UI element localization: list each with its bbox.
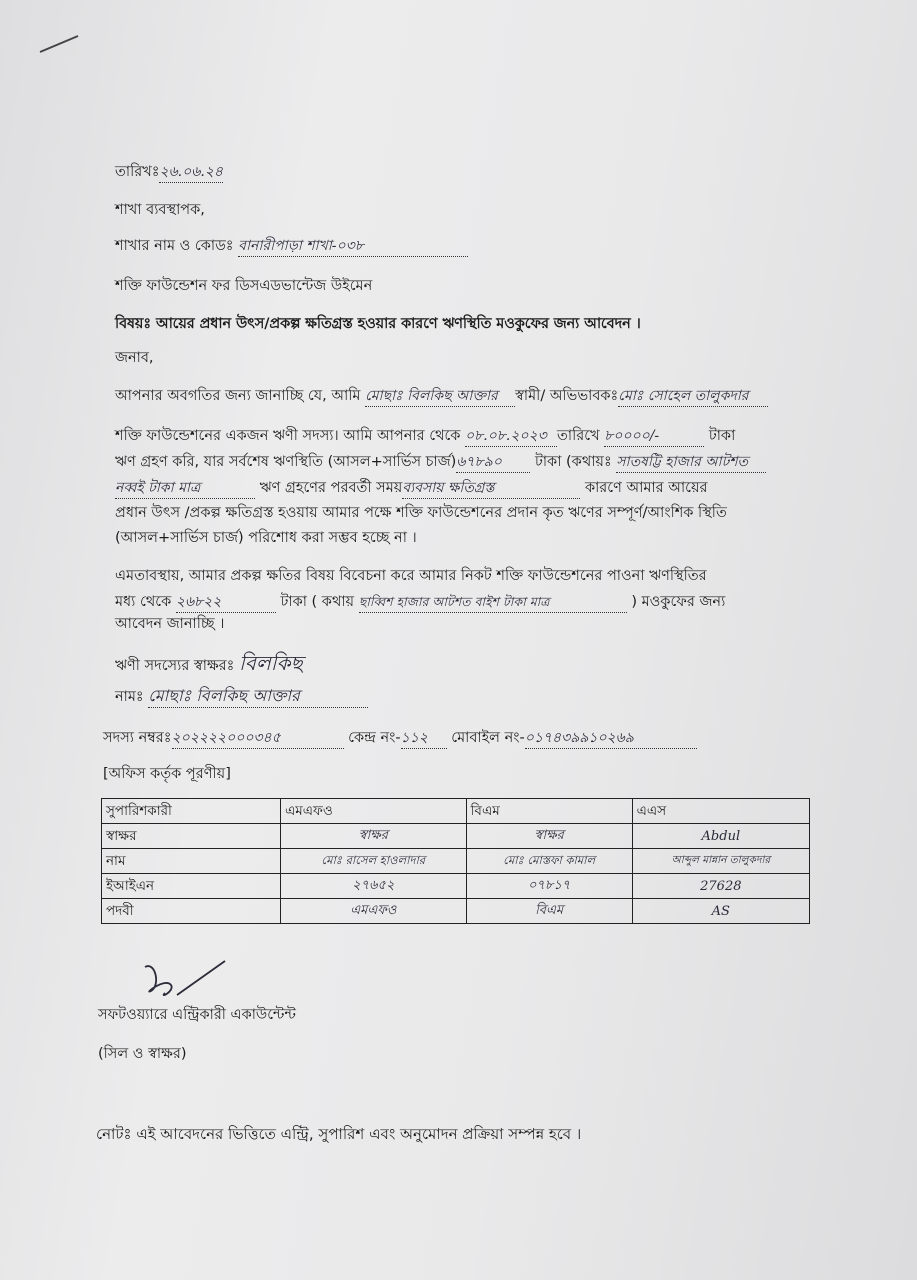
member-no-handwritten: ২০২২২২০০০৩৪৫ xyxy=(171,730,281,746)
accountant-signature-scribble xyxy=(135,955,230,1005)
as-signature-handwritten: Abdul xyxy=(701,828,741,844)
body-text-8c: ) মওকুফের জন্য xyxy=(631,594,726,610)
table-header-cell: এমএফও xyxy=(281,799,467,824)
recommendation-table xyxy=(101,798,810,924)
center-no-label: কেন্দ্র নং- xyxy=(348,730,401,746)
member-name-label: নামঃ xyxy=(115,689,144,705)
body-line-4 xyxy=(115,478,708,499)
accountant-seal-note: (সিল ও স্বাক্ষর) xyxy=(98,1046,187,1062)
bm-designation-handwritten: বিএম xyxy=(535,902,564,918)
body-text-3b: টাকা (কথায়ঃ xyxy=(534,454,612,470)
accountant-title: সফটওয়্যারে এন্ট্রিকারী একাউন্টেন্ট xyxy=(98,1007,296,1023)
waive-amount-handwritten: ২৬৮২২ xyxy=(175,594,222,610)
table-cell xyxy=(466,899,632,924)
body-text-2a: শক্তি ফাউন্ডেশনের একজন ঋণী সদস্য। আমি আপনার থেকে xyxy=(115,428,461,444)
row-label-name: নাম xyxy=(102,849,281,874)
mfo-ein-handwritten: ২৭৬৫২ xyxy=(352,877,395,893)
mobile-no-label: মোবাইল নং- xyxy=(451,730,525,746)
body-text-2b: তারিখে xyxy=(557,428,600,444)
balance-handwritten: ৬৭৮৯০ xyxy=(456,454,502,470)
mfo-name-handwritten: মোঃ রাসেল হাওলাদার xyxy=(321,852,426,867)
organization-name: শক্তি ফাউন্ডেশন ফর ডিসএডভান্টেজ উইমেন xyxy=(115,278,373,294)
body-line-2 xyxy=(115,426,735,447)
row-label-ein: ইআইএন xyxy=(102,874,281,899)
date-value: ২৬.০৬.২৪ xyxy=(159,162,223,183)
branch-line xyxy=(115,236,468,257)
table-cell xyxy=(281,899,467,924)
body-text-3a: ঋণ গ্রহণ করি, যার সর্বশেষ ঋণস্থিতি (আসল+সার্ভিস চার্জ) xyxy=(115,454,457,470)
salutation: জনাব, xyxy=(115,350,154,366)
guardian-name-handwritten: মোঃ সোহেল তালুকদার xyxy=(618,388,749,404)
table-header-cell: এএস xyxy=(632,799,809,824)
table-cell xyxy=(466,849,632,874)
date-label: তারিখঃ xyxy=(115,164,160,180)
waive-words-handwritten: ছাব্বিশ হাজার আটশত বাইশ টাকা মাত্র xyxy=(358,594,550,609)
as-name-handwritten: আব্দুল মান্নান তালুকদার xyxy=(671,853,771,866)
date-line xyxy=(115,162,223,183)
member-info-line xyxy=(103,728,697,749)
member-no-label: সদস্য নম্বরঃ xyxy=(103,730,172,746)
balance-words-handwritten-2: নব্বই টাকা মাত্র xyxy=(115,480,201,496)
bm-name-handwritten: মোঃ মোস্তফা কামাল xyxy=(503,852,596,867)
table-row xyxy=(102,874,810,899)
table-cell xyxy=(632,899,809,924)
member-signature-line xyxy=(115,653,303,676)
table-cell xyxy=(632,874,809,899)
bm-ein-handwritten: ০৭৮১৭ xyxy=(527,877,571,893)
mfo-designation-handwritten: এমএফও xyxy=(350,902,397,918)
row-label-signature: স্বাক্ষর xyxy=(102,824,281,849)
balance-words-handwritten-1: সাতষট্টি হাজার আটশত xyxy=(616,454,749,470)
subject-line: বিষয়ঃ আয়ের প্রধান উৎস/প্রকল্প ক্ষতিগ্রস্ত হওয়ার কারণে ঋণস্থিতি মওকুফের জন্য আবেদন । xyxy=(115,316,641,332)
reason-handwritten: ব্যবসায় ক্ষতিগ্রস্ত xyxy=(402,480,495,496)
member-signature-handwritten: বিলকিছ xyxy=(239,651,303,675)
body-line-7: এমতাবস্থায়, আমার প্রকল্প ক্ষতির বিষয় বিবেচনা করে আমার নিকট শক্তি ফাউন্ডেশনের পাওনা ঋণস্থিতির xyxy=(115,568,707,584)
pen-stroke-mark xyxy=(38,32,82,56)
table-row xyxy=(102,899,810,924)
member-name-line xyxy=(115,686,368,708)
body-text-2c: টাকা xyxy=(708,428,736,444)
body-text-8a: মধ্য থেকে xyxy=(115,594,172,610)
mobile-no-handwritten: ০১৭৪৩৯৯১০২৬৯ xyxy=(524,730,634,746)
table-cell xyxy=(632,824,809,849)
member-signature-label: ঋণী সদস্যের স্বাক্ষরঃ xyxy=(115,658,235,674)
as-ein-handwritten: 27628 xyxy=(700,878,742,894)
body-text-1a: আপনার অবগতির জন্য জানাচ্ছি যে, আমি xyxy=(115,388,361,404)
branch-value: বানারীপাড়া শাখা-০৩৮ xyxy=(238,238,364,254)
body-line-3 xyxy=(115,452,766,473)
body-line-1 xyxy=(115,386,768,407)
loan-amount-handwritten: ৮০০০০/- xyxy=(604,428,660,444)
table-cell xyxy=(281,824,467,849)
bm-signature-handwritten: স্বাক্ষর xyxy=(534,827,564,843)
table-row xyxy=(102,849,810,874)
table-cell xyxy=(632,849,809,874)
branch-label: শাখার নাম ও কোডঃ xyxy=(115,238,234,254)
row-label-designation: পদবী xyxy=(102,899,281,924)
office-use-note: [অফিস কর্তৃক পূরণীয়] xyxy=(103,766,231,782)
table-cell xyxy=(466,824,632,849)
body-text-4b: কারণে আমার আয়ের xyxy=(584,480,708,496)
member-name-handwritten: মোছাঃ বিলকিছ আক্তার xyxy=(148,686,300,705)
as-designation-handwritten: AS xyxy=(711,903,730,919)
table-cell xyxy=(281,849,467,874)
table-header-row xyxy=(102,799,810,824)
body-line-9: আবেদন জানাচ্ছি । xyxy=(115,616,225,632)
body-line-8 xyxy=(115,592,725,613)
body-text-4a: ঋণ গ্রহণের পরবর্তী সময় xyxy=(259,480,403,496)
table-header-cell: বিএম xyxy=(466,799,632,824)
table-header-cell: সুপারিশকারী xyxy=(102,799,281,824)
body-line-6: (আসল+সার্ভিস চার্জ) পরিশোধ করা সম্ভব হচ্ছে না । xyxy=(115,530,417,546)
mfo-signature-handwritten: স্বাক্ষর xyxy=(358,827,388,843)
footer-note: নোটঃ এই আবেদনের ভিত্তিতে এন্ট্রি, সুপারিশ এবং অনুমোদন প্রক্রিয়া সম্পন্ন হবে । xyxy=(96,1125,582,1143)
loan-date-handwritten: ০৮.০৮.২০২৩ xyxy=(465,428,547,444)
center-no-handwritten: ১১২ xyxy=(400,730,428,746)
table-cell xyxy=(466,874,632,899)
applicant-name-handwritten: মোছাঃ বিলকিছ আক্তার xyxy=(365,388,498,404)
body-text-1b: স্বামী/ অভিভাবকঃ xyxy=(515,388,619,404)
body-line-5: প্রধান উৎস /প্রকল্প ক্ষতিগ্রস্ত হওয়ায় আমার পক্ষে শক্তি ফাউন্ডেশনের প্রদান কৃত ঋণের সম্পূর্ণ/আংশিক স্থিতি xyxy=(115,505,727,521)
table-cell xyxy=(281,874,467,899)
body-text-8b: টাকা ( কথায় xyxy=(280,594,355,610)
table-row xyxy=(102,824,810,849)
recipient-title: শাখা ব্যবস্থাপক, xyxy=(115,202,205,218)
